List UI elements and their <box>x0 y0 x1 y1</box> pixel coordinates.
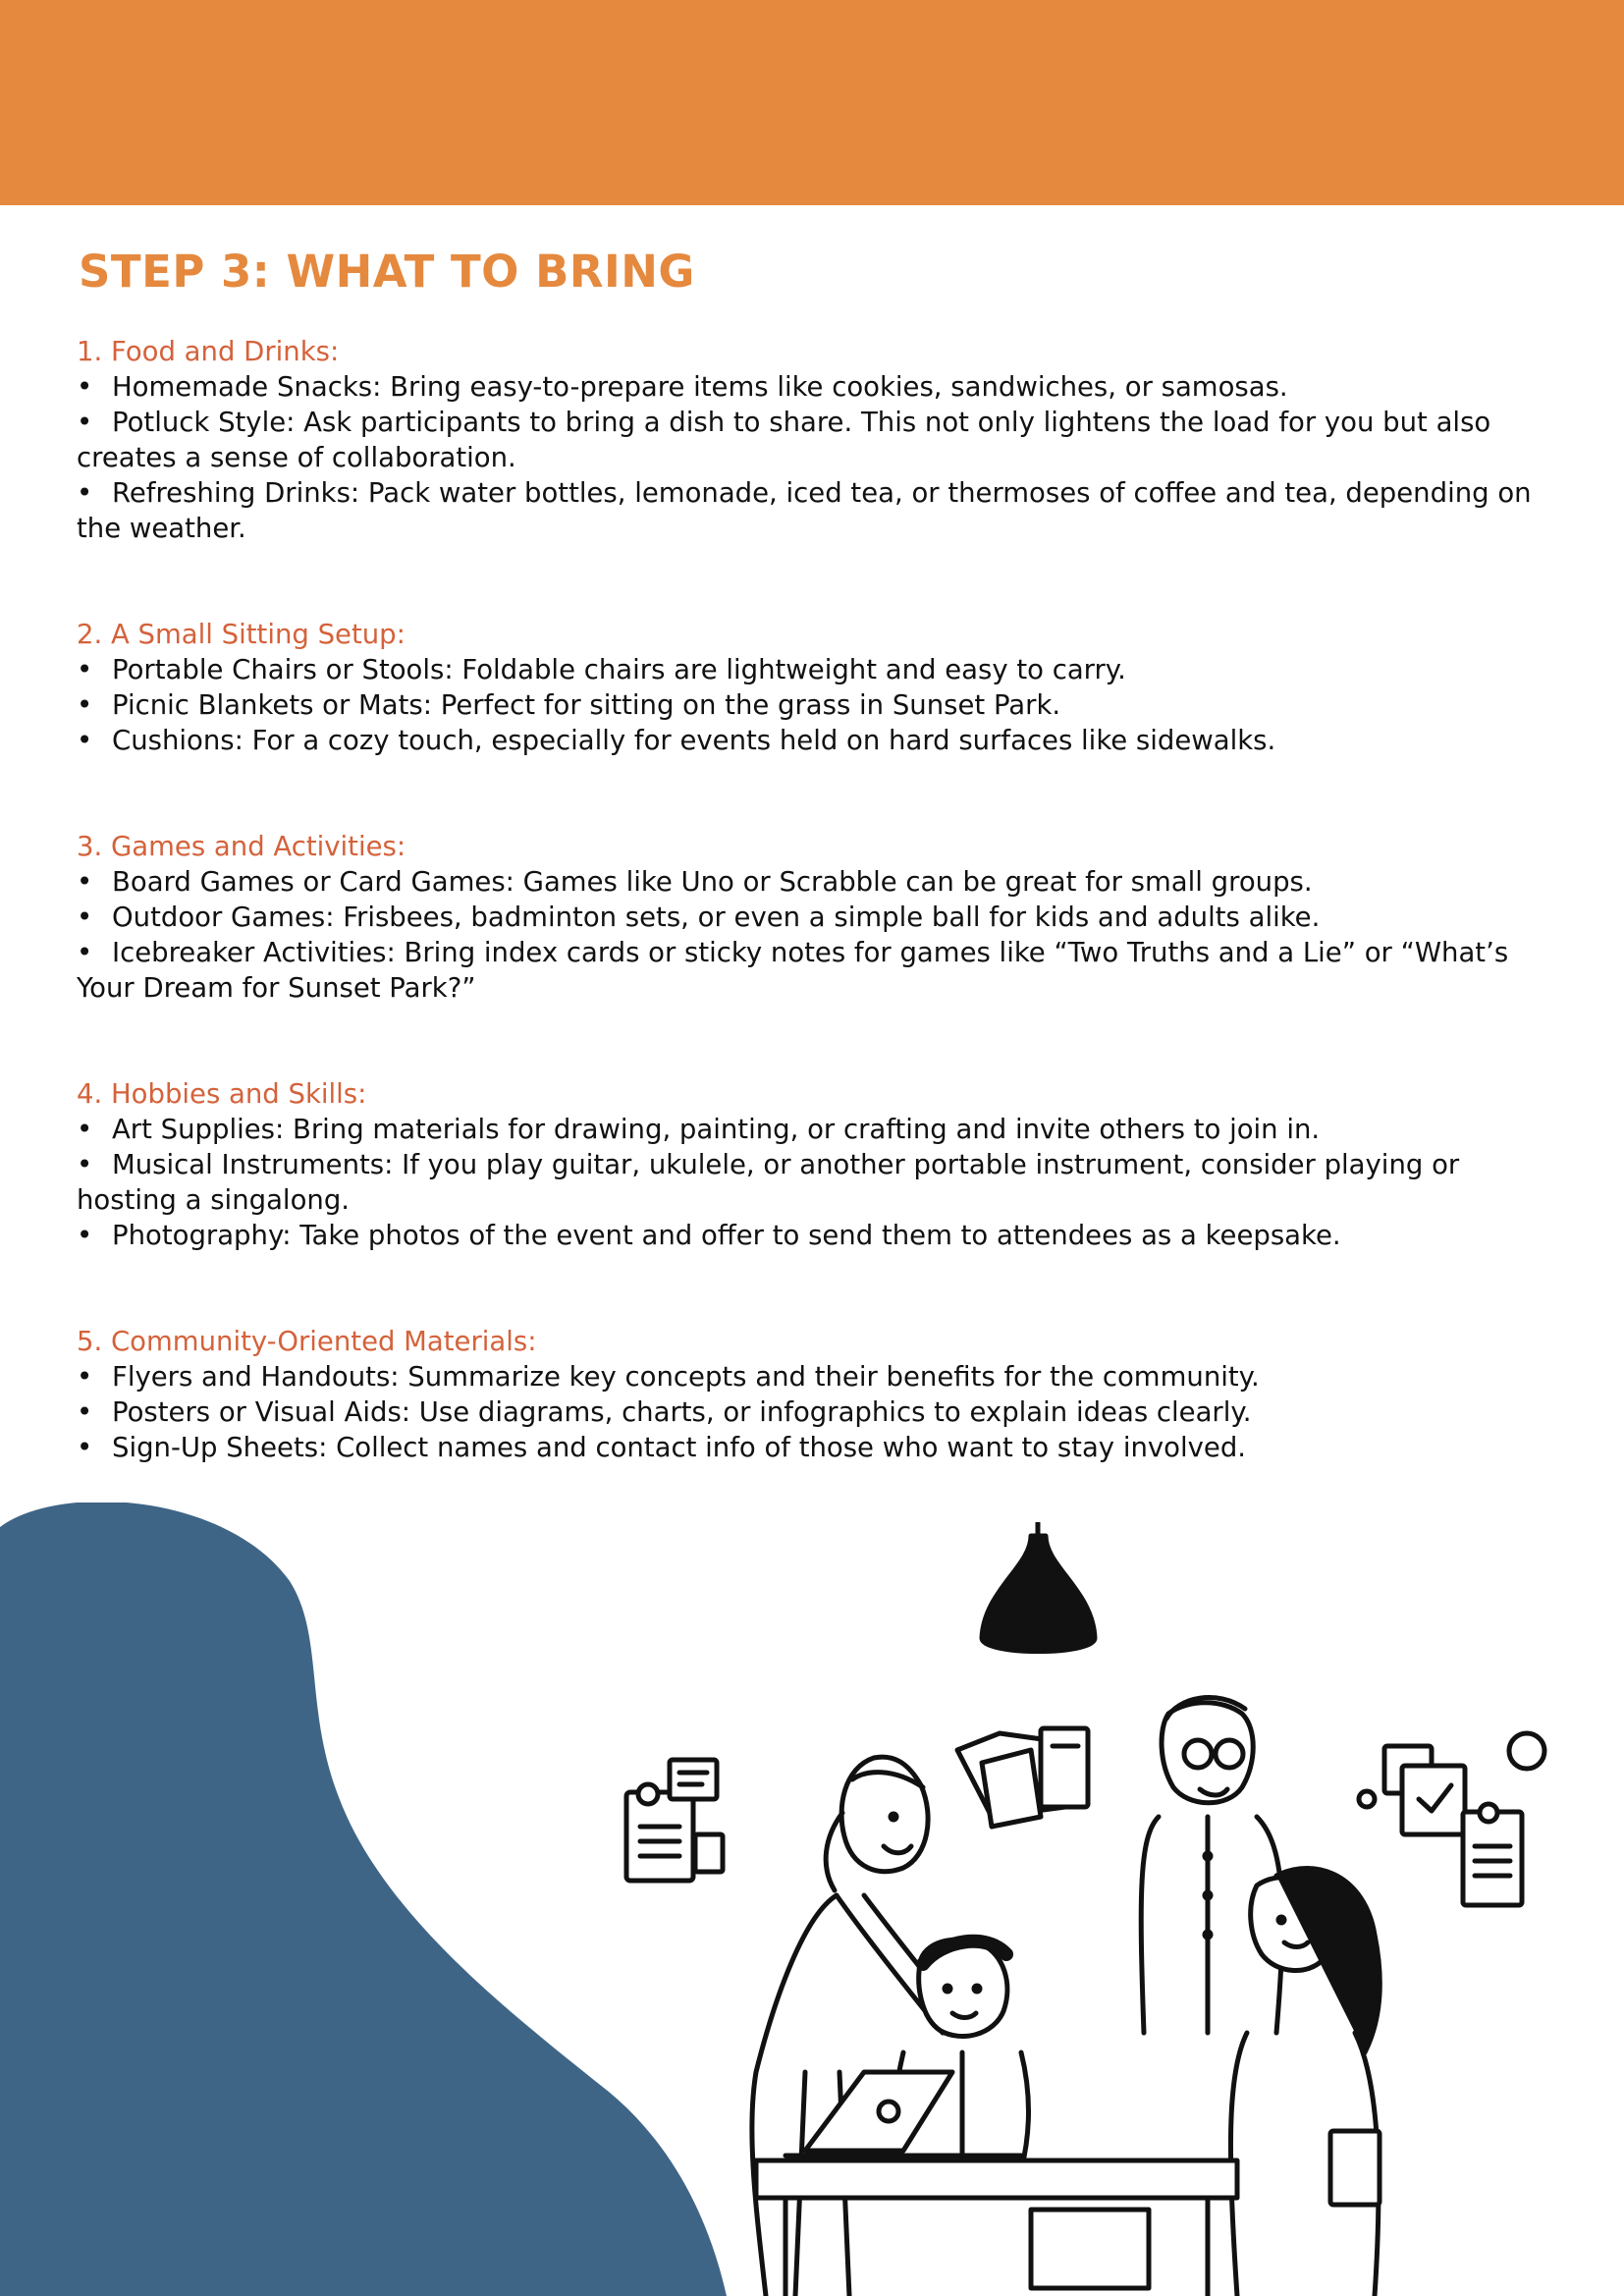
team-collaboration-illustration <box>609 1522 1571 2296</box>
list-item <box>77 900 1549 935</box>
item-list <box>77 369 1549 546</box>
bullet-icon: • <box>77 371 93 403</box>
list-item <box>77 864 1549 900</box>
list-item <box>77 1218 1549 1253</box>
list-item <box>77 1147 1549 1218</box>
section-heading: 2. A Small Sitting Setup: <box>77 619 406 650</box>
item-text: Picnic Blankets or Mats: Perfect for sitting on the grass in Sunset Park. <box>112 689 1061 721</box>
bullet-icon: • <box>77 866 93 898</box>
bullet-icon: • <box>77 725 93 756</box>
section-food-and-drinks <box>77 334 1549 546</box>
item-list <box>77 1359 1549 1465</box>
woman-right-figure <box>1230 1869 1380 2296</box>
desk-icon <box>756 2160 1237 2296</box>
item-list <box>77 864 1549 1006</box>
list-item <box>77 652 1549 687</box>
list-item <box>77 1359 1549 1394</box>
sticky-notes-icon <box>1359 1733 1544 1905</box>
bullet-icon: • <box>77 407 93 438</box>
list-item <box>77 1112 1549 1147</box>
list-item <box>77 369 1549 405</box>
bullet-icon: • <box>77 1361 93 1393</box>
laptop-icon <box>785 2072 1021 2156</box>
item-text: Flyers and Handouts: Summarize key concepts and their benefits for the community. <box>112 1361 1260 1393</box>
item-text: Board Games or Card Games: Games like Uno or Scrabble can be great for small groups. <box>112 866 1313 898</box>
item-list <box>77 652 1549 758</box>
section-sitting-setup <box>77 617 1549 758</box>
bullet-icon: • <box>77 1396 93 1428</box>
lamp-icon <box>982 1522 1095 1652</box>
list-item <box>77 1394 1549 1430</box>
clipboard-icon <box>626 1760 723 1881</box>
bullet-icon: • <box>77 654 93 685</box>
item-list <box>77 1112 1549 1253</box>
page-title: STEP 3: WHAT TO BRING <box>79 246 695 298</box>
bullet-icon: • <box>77 477 93 509</box>
section-heading: 4. Hobbies and Skills: <box>77 1078 367 1110</box>
item-text: Photography: Take photos of the event and offer to send them to attendees as a keepsake. <box>112 1220 1341 1251</box>
bullet-icon: • <box>77 1432 93 1463</box>
item-text: Musical Instruments: If you play guitar, ukulele, or another portable instrument, consider playing or hosting a singalong. <box>77 1149 1460 1216</box>
bullet-icon: • <box>77 1114 93 1145</box>
item-text: Art Supplies: Bring materials for drawing, painting, or crafting and invite others to join in. <box>112 1114 1321 1145</box>
item-text: Portable Chairs or Stools: Foldable chairs are lightweight and easy to carry. <box>112 654 1126 685</box>
content-body <box>77 334 1549 1536</box>
section-heading: 3. Games and Activities: <box>77 831 406 862</box>
bullet-icon: • <box>77 1149 93 1180</box>
list-item <box>77 1430 1549 1465</box>
item-text: Homemade Snacks: Bring easy-to-prepare items like cookies, sandwiches, or samosas. <box>112 371 1288 403</box>
header-band <box>0 0 1624 205</box>
man-glasses-figure <box>1141 1698 1282 2033</box>
bullet-icon: • <box>77 937 93 968</box>
item-text: Icebreaker Activities: Bring index cards or sticky notes for games like “Two Truths and a Lie” or “What’s Your Dream for Sunset Park?” <box>77 937 1509 1004</box>
item-text: Sign-Up Sheets: Collect names and contact info of those who want to stay involved. <box>112 1432 1247 1463</box>
item-text: Refreshing Drinks: Pack water bottles, lemonade, iced tea, or thermoses of coffee and tea, depending on the weather. <box>77 477 1532 544</box>
section-games-and-activities <box>77 829 1549 1006</box>
section-heading: 1. Food and Drinks: <box>77 336 340 367</box>
list-item <box>77 935 1549 1006</box>
bullet-icon: • <box>77 689 93 721</box>
item-text: Outdoor Games: Frisbees, badminton sets, or even a simple ball for kids and adults alike. <box>112 902 1321 933</box>
section-heading: 5. Community-Oriented Materials: <box>77 1326 537 1357</box>
item-text: Potluck Style: Ask participants to bring a dish to share. This not only lightens the load for you but also creates a sense of collaboration. <box>77 407 1491 473</box>
item-text: Cushions: For a cozy touch, especially for events held on hard surfaces like sidewalks. <box>112 725 1276 756</box>
list-item <box>77 687 1549 723</box>
list-item <box>77 475 1549 546</box>
seated-man-figure <box>896 1940 1029 2170</box>
item-text: Posters or Visual Aids: Use diagrams, charts, or infographics to explain ideas clearly. <box>112 1396 1252 1428</box>
section-hobbies-and-skills <box>77 1076 1549 1253</box>
bullet-icon: • <box>77 902 93 933</box>
bullet-icon: • <box>77 1220 93 1251</box>
section-community-materials <box>77 1324 1549 1465</box>
folders-icon <box>957 1728 1088 1827</box>
list-item <box>77 405 1549 475</box>
list-item <box>77 723 1549 758</box>
